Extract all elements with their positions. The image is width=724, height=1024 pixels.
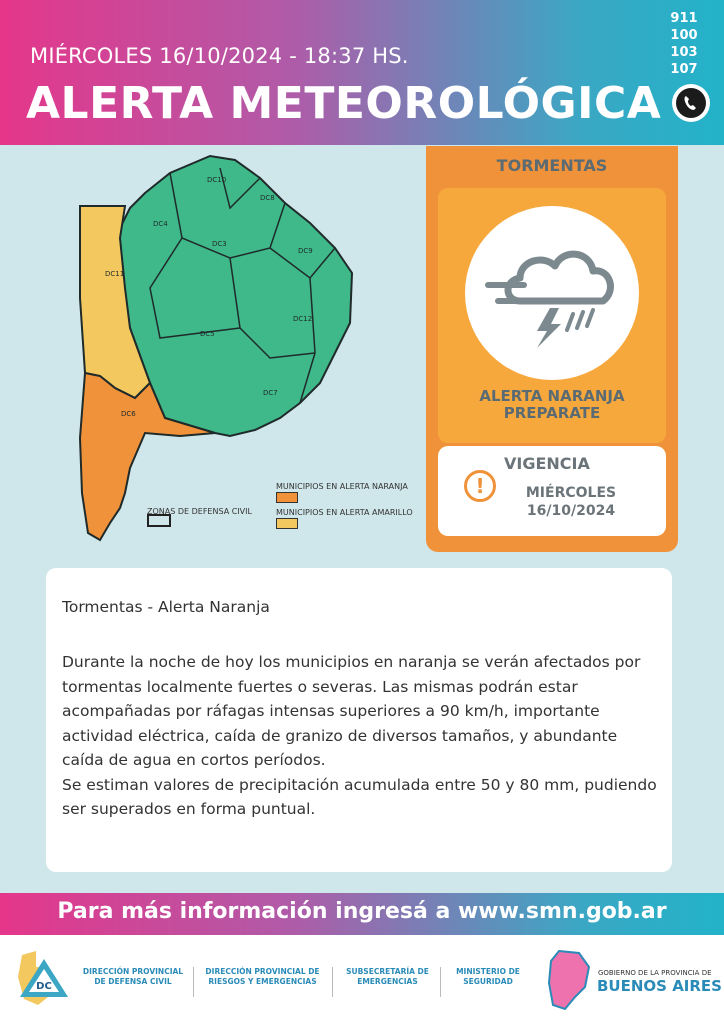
alert-type: TORMENTAS — [496, 156, 608, 175]
alert-level-card — [438, 188, 666, 443]
dc-logo-text: DC — [36, 981, 52, 992]
zone-label: DC4 — [153, 220, 168, 228]
exclamation-icon: ! — [464, 470, 496, 502]
alert-level-line2: PREPARATE — [503, 404, 601, 422]
emergency-number: 107 — [670, 62, 698, 77]
emergency-numbers — [664, 10, 704, 78]
description-body: Durante la noche de hoy los municipios en naranja se verán afectados por tormentas localmente fuertes o severas. Las mismas podrán estar acompañadas por ráfagas intensas superiores a 90 km/h, importante actividad eléctrica, caída de granizo de diversos tamaños, y abundante caída de agua en cortos períodos. Se estiman valores de precipitación acumulada entre 50 y 80 mm, pudiendo ser superados en forma puntual. — [62, 653, 657, 818]
legend-orange: MUNICIPIOS EN ALERTA NARANJA — [276, 482, 408, 491]
vigencia-date — [496, 484, 646, 520]
legend-zones: ZONAS DE DEFENSA CIVIL — [147, 507, 252, 516]
zone-label: DC7 — [263, 389, 278, 397]
province-map-logo-icon — [545, 947, 591, 1011]
dc-logo-icon — [14, 947, 72, 1007]
alert-date: MIÉRCOLES 16/10/2024 - 18:37 HS. — [30, 44, 409, 68]
zone-label: DC12 — [293, 315, 313, 323]
info-link[interactable]: Para más información ingresá a www.smn.gob.ar — [57, 899, 667, 924]
divider — [193, 967, 194, 997]
alert-panel — [426, 146, 678, 552]
vigencia-card — [438, 446, 666, 536]
emergency-number: 103 — [670, 45, 698, 60]
gov-name: BUENOS AIRES — [597, 977, 722, 995]
emergency-number: 100 — [670, 28, 698, 43]
vigencia-label: VIGENCIA — [504, 454, 590, 473]
info-banner — [0, 893, 724, 935]
alert-level — [438, 388, 666, 422]
yellow-swatch — [276, 518, 298, 529]
legend-yellow: MUNICIPIOS EN ALERTA AMARILLO — [276, 508, 413, 517]
zone-label: DC6 — [121, 410, 136, 418]
divider — [332, 967, 333, 997]
logos-footer — [0, 935, 724, 1024]
org-riesgos: DIRECCIÓN PROVINCIAL DE RIESGOS Y EMERGENCIAS — [205, 967, 320, 986]
zone-label: DC9 — [298, 247, 313, 255]
orange-swatch — [276, 492, 298, 503]
zone-label: DC8 — [260, 194, 275, 202]
description-box — [46, 568, 672, 872]
org-ministerio: MINISTERIO DE SEGURIDAD — [456, 967, 520, 986]
header-banner — [0, 0, 724, 145]
zone-label: DC3 — [212, 240, 227, 248]
emergency-number: 911 — [670, 11, 698, 26]
storm-cloud-icon — [465, 206, 639, 380]
vigencia-weekday: MIÉRCOLES — [525, 485, 617, 501]
phone-icon — [672, 84, 710, 122]
divider — [440, 967, 441, 997]
org-subsecretaria: SUBSECRETARÍA DE EMERGENCIAS — [346, 967, 429, 986]
alert-level-line1: ALERTA NARANJA — [479, 387, 625, 405]
zone-label: DC5 — [200, 330, 215, 338]
org-defensa-civil: DIRECCIÓN PROVINCIAL DE DEFENSA CIVIL — [82, 967, 184, 986]
zone-label: DC10 — [207, 176, 227, 184]
zone-label: DC11 — [105, 270, 125, 278]
vigencia-date-value: 16/10/2024 — [526, 503, 616, 519]
description-title: Tormentas - Alerta Naranja — [62, 598, 270, 616]
page-title: ALERTA METEOROLÓGICA — [26, 78, 662, 129]
gov-label: GOBIERNO DE LA PROVINCIA DE — [598, 969, 712, 977]
